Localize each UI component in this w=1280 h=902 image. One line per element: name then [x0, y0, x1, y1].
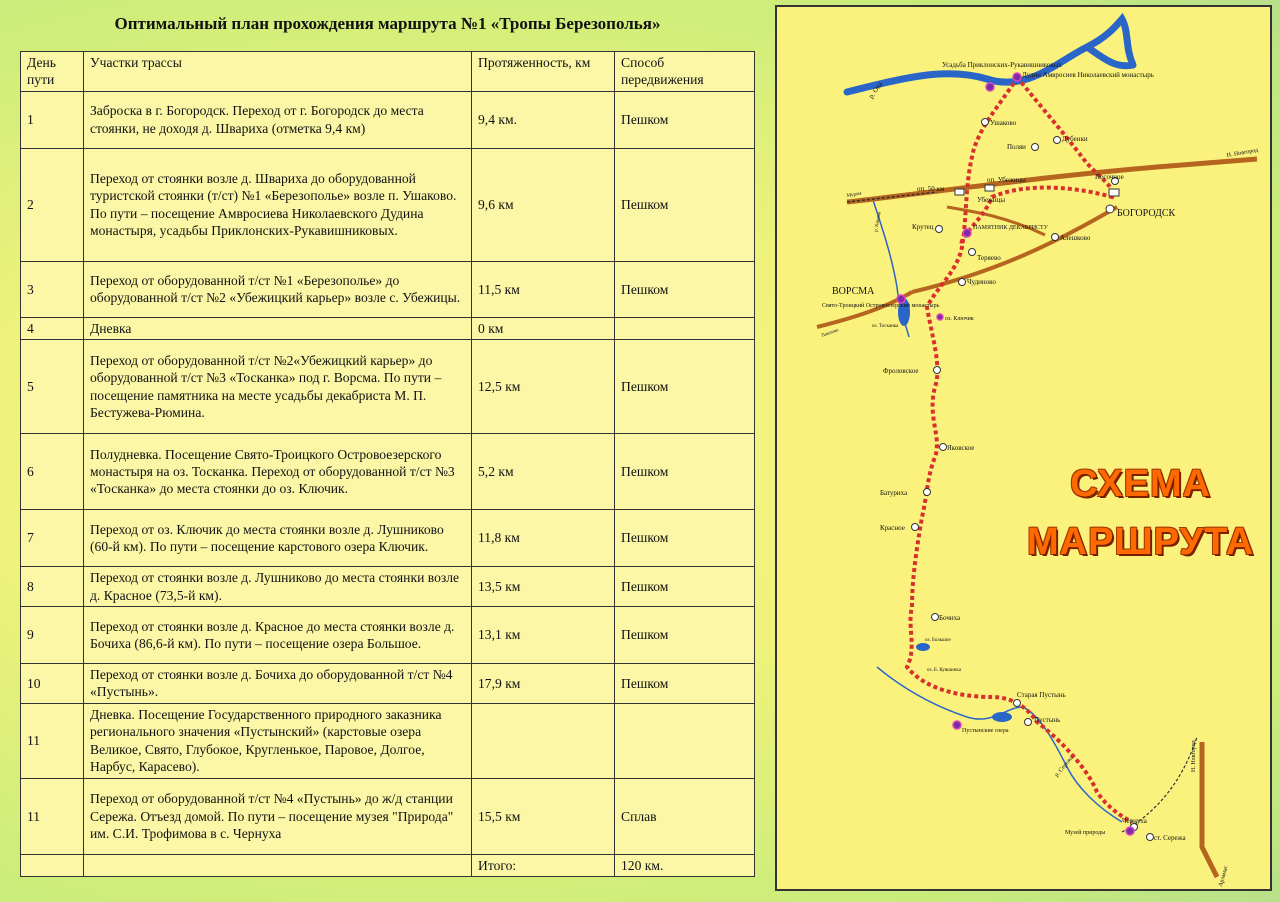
row-day: 9: [21, 606, 84, 663]
label-n-novgorod-top: Н. Новгород: [1226, 147, 1259, 159]
table-row: [21, 148, 755, 261]
label-staraya-pustyn: Старая Пустынь: [1017, 691, 1066, 699]
row-section: Полудневка. Посещение Свято-Троицкого Островоезерского монастыря на оз. Тосканка. Переход от оборудованной т/ст №3 «Тосканка» до места стоянки до оз. Ключик.: [84, 434, 472, 510]
row-mode: Пешком: [615, 340, 755, 434]
map-heading: [1027, 455, 1254, 571]
label-st-serezha: ст. Сережа: [1154, 834, 1186, 842]
label-monastery: Свято-Троицкий Островоезерский монастырь: [822, 303, 940, 309]
row-distance: 11,5 км: [472, 261, 615, 317]
label-kuvshinka: оз. Б. Кувшинка: [927, 668, 961, 673]
row-mode: Пешком: [615, 261, 755, 317]
row-day: 11: [21, 703, 84, 778]
row-day: 10: [21, 663, 84, 703]
table-row: [21, 91, 755, 148]
row-distance: [472, 703, 615, 778]
row-distance: 11,8 км: [472, 510, 615, 567]
row-section: Переход от стоянки возле д. Лушниково до места стоянки возле д. Красное (73,5-й км).: [84, 567, 472, 607]
label-bochikha: Бочиха: [939, 614, 961, 622]
row-mode: Пешком: [615, 567, 755, 607]
label-arzamas: Арзамас: [1218, 865, 1230, 888]
row-mode: [615, 317, 755, 339]
label-aleshkovo: Алешково: [1060, 234, 1091, 242]
map-heading-line1: СХЕМА: [1070, 463, 1212, 505]
label-krasnoe: Красное: [880, 524, 905, 532]
route-plan-table: [20, 51, 755, 877]
row-day: 8: [21, 567, 84, 607]
label-serezha-river: р. Сережа: [1053, 755, 1075, 779]
label-ushakovo: Ушаково: [990, 119, 1017, 127]
row-section: Дневка. Посещение Государственного природного заказника регионального значения «Пустынский» (карстовые озера Великое, Свято, Глубокое, Кругленькое, Паровое, Долгое, Нарбус, Карасево).: [84, 703, 472, 778]
row-day: 7: [21, 510, 84, 567]
row-mode: Пешком: [615, 663, 755, 703]
header-day: День пути: [21, 52, 84, 92]
row-section: Дневка: [84, 317, 472, 339]
row-section: Переход от оборудованной т/ст №2«Убежицкий карьер» до оборудованной т/ст №3 «Тосканка» под г. Ворсма. По пути – посещение памятника на месте усадьбы декабриста М. П. Бестужева-Рюмина.: [84, 340, 472, 434]
oka-river: [847, 19, 1133, 92]
label-dudin: Дудин Амвросиев Николаевский монастырь: [1022, 71, 1154, 79]
table-header-row: [21, 52, 755, 92]
route-map: [775, 5, 1272, 891]
label-yakovskoe: Яковское: [947, 444, 975, 452]
table-row: [21, 606, 755, 663]
label-pustyn-lakes: Пустынские озера: [962, 728, 1009, 734]
row-mode: Пешком: [615, 606, 755, 663]
row-section: Переход от оборудованной т/ст №4 «Пустынь» до ж/д станции Сережа. Отъезд домой. По пути – посещение музея "Природа" им. С.И. Трофимова в с. Чернуха: [84, 778, 472, 854]
table-row: [21, 340, 755, 434]
total-label: Итого:: [472, 854, 615, 876]
row-distance: 13,1 км: [472, 606, 615, 663]
row-section: Переход от оз. Ключик до места стоянки возле д. Лушниково (60-й км). По пути – посещение карстового озера Ключик.: [84, 510, 472, 567]
table-row: [21, 567, 755, 607]
label-pesochnoe: Песочное: [1095, 173, 1124, 181]
row-mode: Пешком: [615, 91, 755, 148]
table-row: [21, 434, 755, 510]
table-row: [21, 261, 755, 317]
total-row: [21, 854, 755, 876]
map-heading-line2: МАРШРУТА: [1027, 521, 1255, 563]
bolshoe-lake: [916, 643, 930, 651]
label-polya: Поляи: [1007, 143, 1026, 151]
label-teryaevo: Теряево: [977, 254, 1001, 262]
label-krutets: Крутец: [912, 223, 934, 231]
table-row: [21, 317, 755, 339]
label-klyuchik: оз. Ключик: [945, 316, 974, 322]
row-distance: 0 км: [472, 317, 615, 339]
label-pavlovo: Павлово: [820, 328, 840, 339]
row-day: 2: [21, 148, 84, 261]
header-mode: Способ передвижения: [615, 52, 755, 92]
row-section: Переход от стоянки возле д. Швариха до оборудованной туристской стоянки (т/ст) №1 «Березополье» возле п. Ушаково. По пути – посещение Амвросиева Николаевского Дудина монастыря, усадьбы Приклонских-Рукавишниковых.: [84, 148, 472, 261]
label-bolshoe: оз. Большое: [925, 638, 951, 643]
pustyn-lake: [992, 712, 1012, 722]
label-frolovskoe: Фроловское: [883, 367, 919, 375]
row-distance: 9,6 км: [472, 148, 615, 261]
row-day: 1: [21, 91, 84, 148]
table-row: [21, 703, 755, 778]
header-distance: Протяженность, км: [472, 52, 615, 92]
label-dubenki: Дубенки: [1062, 135, 1088, 143]
row-mode: Пешком: [615, 148, 755, 261]
total-value: 120 км.: [615, 854, 755, 876]
label-vorsma: ВОРСМА: [832, 286, 875, 297]
row-day: 11: [21, 778, 84, 854]
label-toskanka: оз. Тосканка: [872, 324, 899, 329]
table-row: [21, 510, 755, 567]
row-day: 6: [21, 434, 84, 510]
label-op-ubezh: оп. Убежицы: [987, 176, 1026, 184]
label-usadba: Усадьба Приклонских-Рукавишниковых: [942, 61, 1062, 69]
label-oka: р. Ока: [867, 80, 885, 101]
row-distance: 9,4 км.: [472, 91, 615, 148]
row-distance: 17,9 км: [472, 663, 615, 703]
table-row: [21, 778, 755, 854]
label-n-novgorod-bottom: Н. Новгород: [1191, 740, 1197, 772]
label-ubezhitsy: Убежицы: [977, 196, 1006, 204]
map-drawing: [777, 7, 1272, 891]
row-distance: 12,5 км: [472, 340, 615, 434]
label-pustyn: Пустынь: [1034, 716, 1061, 724]
row-mode: Пешком: [615, 434, 755, 510]
row-day: 3: [21, 261, 84, 317]
label-bogorodsk: БОГОРОДСК: [1117, 208, 1176, 219]
label-murom: Муром: [846, 191, 863, 199]
row-section: Заброска в г. Богородск. Переход от г. Богородск до места стоянки, не доходя д. Швариха (отметка 9,4 км): [84, 91, 472, 148]
serezha-river: [877, 667, 1122, 822]
label-chudinovo: Чудиново: [967, 278, 996, 286]
label-baturikha: Батуриха: [880, 489, 908, 497]
row-day: 4: [21, 317, 84, 339]
label-muzey: Музей природы: [1065, 830, 1106, 836]
header-section: Участки трассы: [84, 52, 472, 92]
row-day: 5: [21, 340, 84, 434]
row-mode: Сплав: [615, 778, 755, 854]
row-section: Переход от оборудованной т/ст №1 «Березополье» до оборудованной т/ст №2 «Убежицкий карьер» возле с. Убежицы.: [84, 261, 472, 317]
row-section: Переход от стоянки возле д. Бочиха до оборудованной т/ст №4 «Пустынь».: [84, 663, 472, 703]
label-pamyatnik: ПАМЯТНИК ДЕКАБРИСТУ: [973, 225, 1048, 231]
row-section: Переход от стоянки возле д. Красное до места стоянки возле д. Бочиха (86,6-й км). По пути – посещение озера Большое.: [84, 606, 472, 663]
row-distance: 15,5 км: [472, 778, 615, 854]
road-serezha: [1202, 742, 1217, 877]
label-kishma: р. Кишма: [874, 211, 883, 233]
row-mode: Пешком: [615, 510, 755, 567]
road-2: [912, 207, 1117, 292]
page-title: Оптимальный план прохождения маршрута №1 «Тропы Березополья»: [114, 14, 661, 33]
label-chernukha: Чернуха: [1122, 817, 1147, 825]
row-distance: 13,5 км: [472, 567, 615, 607]
row-distance: 5,2 км: [472, 434, 615, 510]
label-op50: оп. 50 км: [917, 185, 945, 193]
row-mode: [615, 703, 755, 778]
table-row: [21, 663, 755, 703]
